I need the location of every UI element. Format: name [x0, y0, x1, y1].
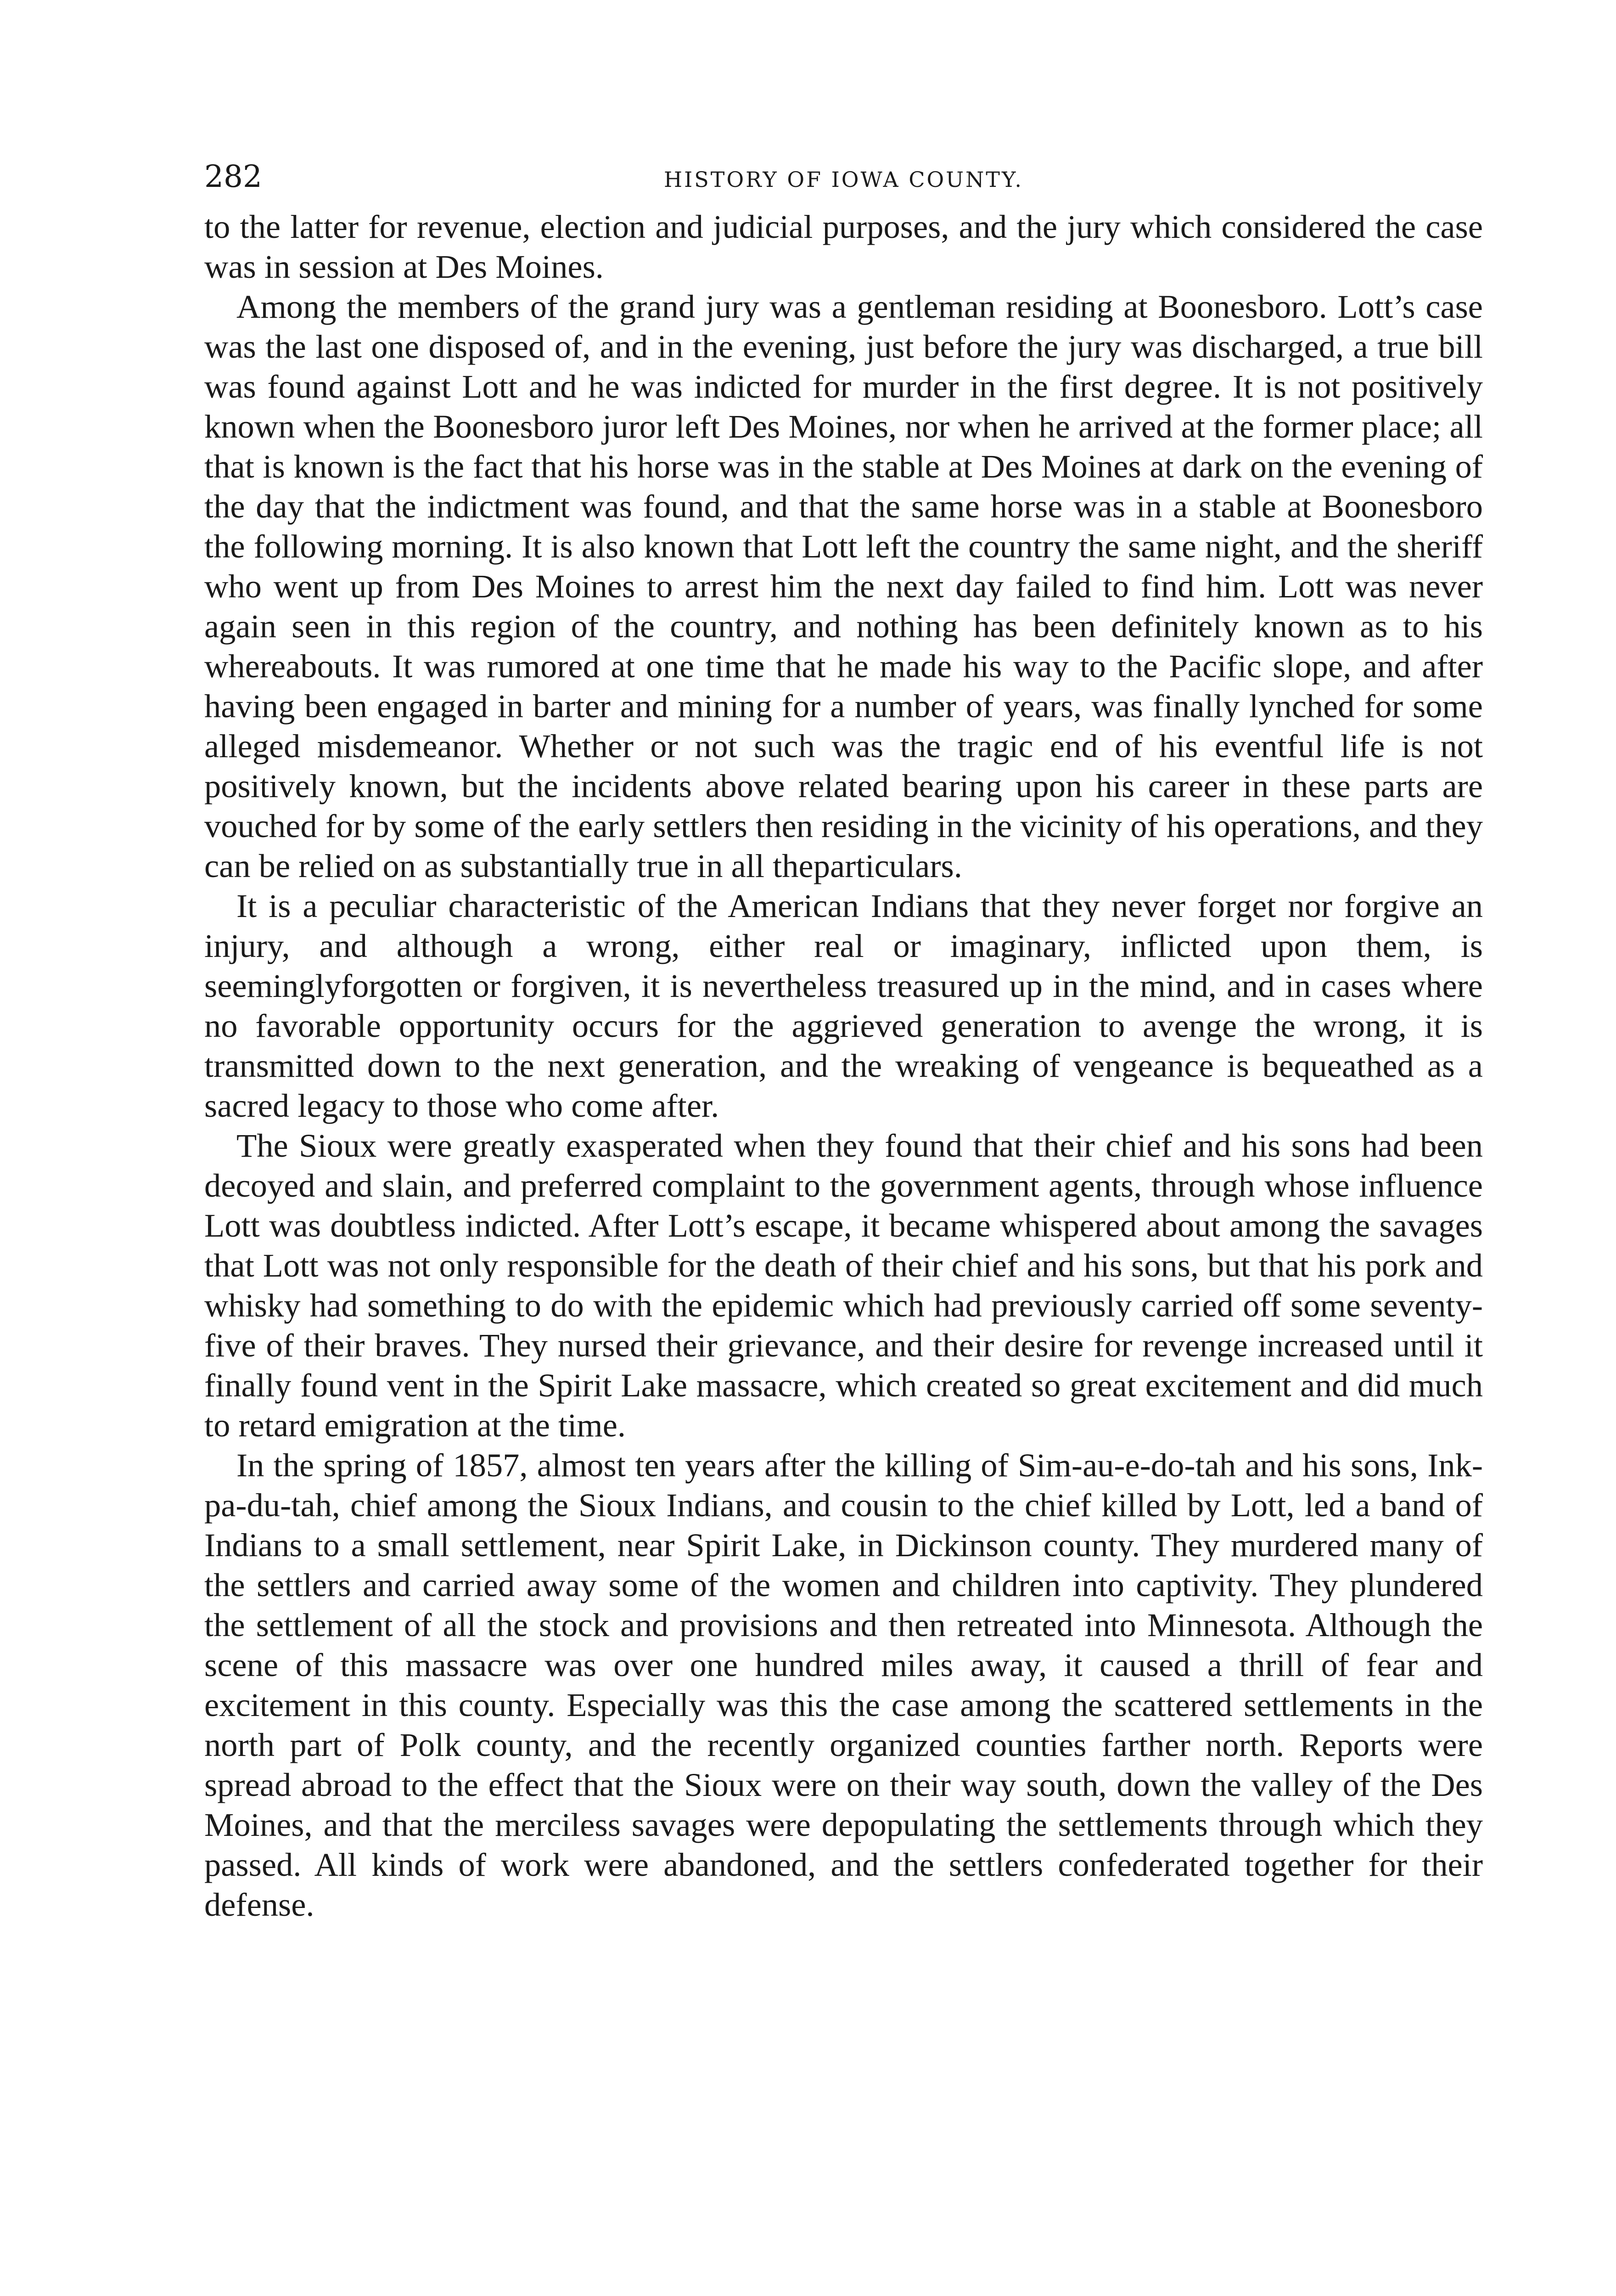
running-title: HISTORY OF IOWA COUNTY.	[663, 167, 1024, 192]
running-head	[204, 156, 1483, 207]
page-content	[204, 156, 1483, 1925]
paragraph-continued: to the latter for revenue, election and judicial purposes, and the jury which considered the case was in session at Des Moines.	[204, 208, 1483, 285]
paragraph-grand-jury: Among the members of the grand jury was a gentleman residing at Boonesboro. Lott’s case was the last one disposed of, and in the evening, just before the jury was discharged, a true bill was found against Lott and he was indicted for murder in the first degree. It is not positively known when the Boonesboro juror left Des Moines, nor when he arrived at the former place; all that is known is the fact that his horse was in the stable at Des Moines at dark on the evening of the day that the indictment was found, and that the same horse was in a stable at Boonesboro the following morning. It is also known that Lott left the country the same night, and the sheriff who went up from Des Moines to arrest him the next day failed to find him. Lott was never again seen in this region of the country, and nothing has been definitely known as to his whereabouts. It was rumored at one time that he made his way to the Pacific slope, and after having been engaged in barter and mining for a number of years, was finally lynched for some alleged misdemeanor. Whether or not such was the tragic end of his eventful life is not positively known, but the incidents above related bearing upon his career in these parts are vouched for by some of the early settlers then residing in the vicinity of his operations, and they can be relied on as substantially true in all theparticulars.	[204, 288, 1483, 884]
paragraph-spring-1857: In the spring of 1857, almost ten years after the killing of Sim-au-e-do-tah and his sons, Ink-pa-du-tah, chief among the Sioux Indians, and cousin to the chief killed by Lott, led a band of Indians to a small settlement, near Spirit Lake, in Dickinson county. They murdered many of the settlers and carried away some of the women and children into captivity. They plundered the settlement of all the stock and provisions and then retreated into Minnesota. Although the scene of this massacre was over one hundred miles away, it caused a thrill of fear and excitement in this county. Especially was this the case among the scattered settlements in the north part of Polk county, and the recently organized counties farther north. Reports were spread abroad to the effect that the Sioux were on their way south, down the valley of the Des Moines, and that the merciless savages were depopulating the settlements through which they passed. All kinds of work were abandoned, and the settlers confederated together for their defense.	[204, 1446, 1483, 1923]
paragraph-indian-characteristic: It is a peculiar characteristic of the American Indians that they never forget nor forgive an injury, and although a wrong, either real or imaginary, inflicted upon them, is seeminglyforgotten or forgiven, it is nevertheless treasured up in the mind, and in cases where no favorable opportunity occurs for the aggrieved generation to avenge the wrong, it is transmitted down to the next generation, and the wreaking of vengeance is bequeathed as a sacred legacy to those who come after.	[204, 887, 1483, 1124]
body-text	[204, 207, 1483, 1925]
page-number: 282	[204, 159, 262, 194]
paragraph-sioux-exasperated: The Sioux were greatly exasperated when they found that their chief and his sons had been decoyed and slain, and preferred complaint to the government agents, through whose influence Lott was doubtless indicted. After Lott’s escape, it became whispered about among the savages that Lott was not only responsible for the death of their chief and his sons, but that his pork and whisky had something to do with the epidemic which had previously carried off some seventy-five of their braves. They nursed their grievance, and their desire for revenge increased until it finally found vent in the Spirit Lake massacre, which created so great excitement and did much to retard emigration at the time.	[204, 1127, 1483, 1444]
